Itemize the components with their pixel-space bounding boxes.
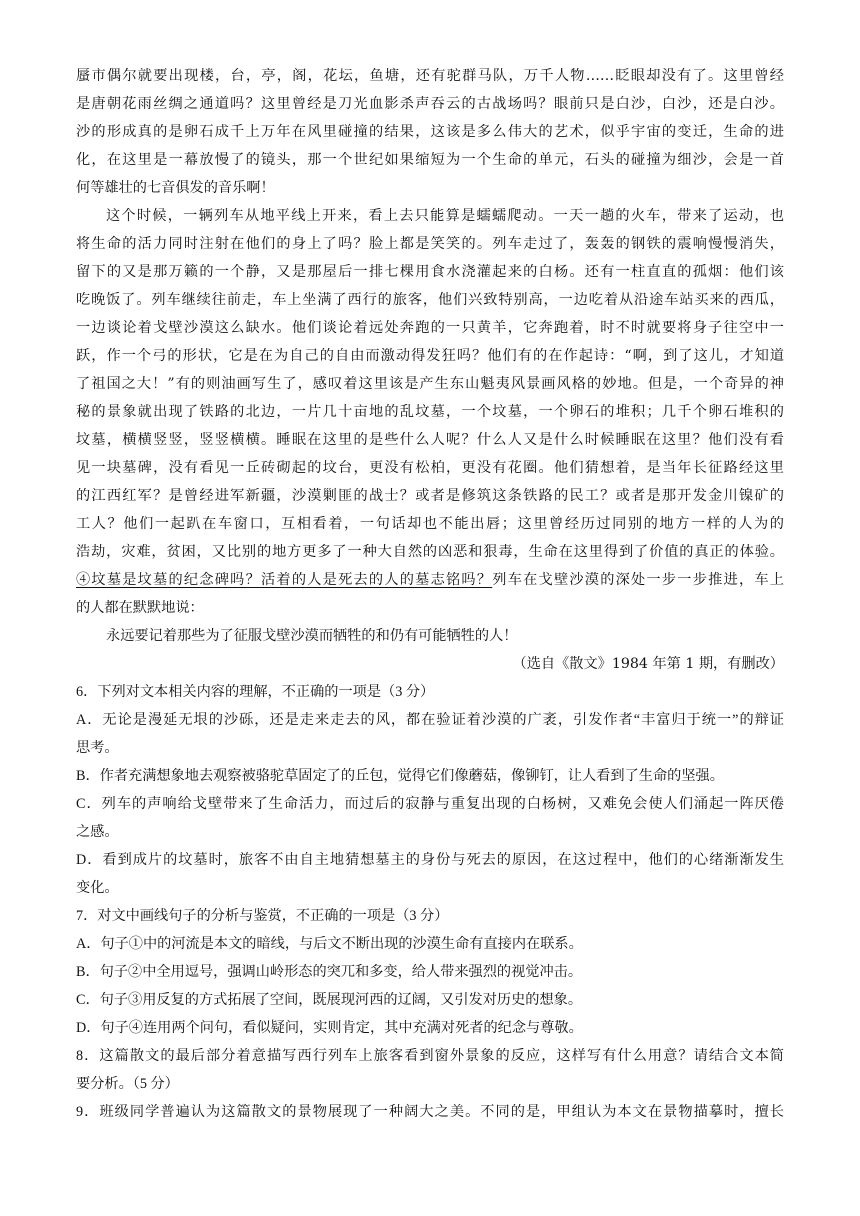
passage-line: 秘的景象就出现了铁路的北边，一片几十亩地的乱坟墓，一个坟墓，一个卵石的堆积；几千个卵石堆积的: [76, 404, 784, 420]
passage-line: 何等雄壮的七音俱发的音乐啊！: [76, 180, 275, 196]
question-6-option-c: C．列车的声响给戈壁带来了生命活力，而过后的寂静与重复出现的白杨树，又难免会使人们涌起一阵厌倦: [76, 796, 784, 812]
passage-line: 浩劫，灾难，贫困，又比别的地方更多了一种大自然的凶恶和狠毒，生命在这里得到了价值的真正的体验。: [76, 544, 784, 560]
question-6-option-d: D．看到成片的坟墓时，旅客不由自主地猜想墓主的身份与死去的原因，在这过程中，他们的心绪渐渐发生: [76, 852, 784, 868]
question-9-stem: 9．班级同学普遍认为这篇散文的景物展现了一种阔大之美。不同的是，甲组认为本文在景物描摹时，擅长: [76, 1104, 784, 1120]
passage-line: 坟墓，横横竖竖，竖竖横横。睡眠在这里的是些什么人呢？什么人又是什么时候睡眠在这里？他们没有看: [76, 432, 784, 448]
passage-line: 吃晚饭了。列车继续往前走，车上坐满了西行的旅客，他们兴致特别高，一边吃着从沿途车站买来的西瓜，: [76, 292, 784, 308]
question-7-stem: 7．对文中画线句子的分析与鉴赏，不正确的一项是（3 分）: [76, 908, 449, 924]
question-6-option-b: B．作者充满想象地去观察被骆驼草固定了的丘包，觉得它们像蘑菇，像铆钉，让人看到了生命的坚强。: [76, 768, 724, 784]
passage-line: 这个时候，一辆列车从地平线上开来，看上去只能算是蠕蠕爬动。一天一趟的火车，带来了运动，也: [106, 208, 784, 224]
question-8-stem-cont: 要分析。（5 分）: [76, 1076, 179, 1092]
question-8-stem: 8．这篇散文的最后部分着意描写西行列车上旅客看到窗外景象的反应，这样写有什么用意？请结合文本简: [76, 1048, 784, 1064]
question-7-option-a: A．句子①中的河流是本文的暗线，与后文不断出现的沙漠生命有直接内在联系。: [76, 936, 583, 952]
passage-line: 见一块墓碑，没有看见一丘砖砌起的坟台，更没有松柏，更没有花圈。他们猜想着，是当年长征路经这里: [76, 460, 784, 476]
passage-line: 的人都在默默地说：: [76, 600, 204, 616]
passage-line: 蜃市偶尔就要出现楼，台，亭，阁，花坛，鱼塘，还有驼群马队，万千人物……眨眼却没有了。这里曾经: [76, 68, 784, 84]
passage-line: 了祖国之大！”有的则油画写生了，感叹着这里该是产生东山魁夷风景画风格的妙地。但是，一个奇异的神: [76, 376, 784, 392]
question-6-option-c-cont: 之感。: [76, 824, 119, 840]
passage-line-underlined: [76, 568, 784, 592]
passage-line: 工人？他们一起趴在车窗口，互相看着，一句话却也不能出唇；这里曾经历过同别的地方一样的人为的: [76, 516, 784, 532]
passage-line: 跃，作一个弓的形状，它是在为自己的自由而激动得发狂吗？他们有的在作起诗：“啊，到了这儿，才知道: [76, 348, 784, 364]
passage-line: 是唐朝花雨丝绸之通道吗？这里曾经是刀光血影杀声吞云的古战场吗？眼前只是白沙，白沙，还是白沙。: [76, 96, 784, 112]
question-7-option-b: B．句子②中全用逗号，强调山岭形态的突兀和多变，给人带来强烈的视觉冲击。: [76, 964, 583, 980]
question-6-option-d-cont: 变化。: [76, 880, 119, 896]
underlined-sentence-4: ④坟墓是坟墓的纪念碑吗？活着的人是死去的人的墓志铭吗？: [76, 572, 493, 588]
source-citation: （选自《散文》1984 年第 1 期，有删改）: [512, 656, 784, 672]
passage-line: 将生命的活力同时注射在他们的身上了吗？脸上都是笑笑的。列车走过了，轰轰的钢铁的震响慢慢消失，: [76, 236, 784, 252]
question-7-option-c: C．句子③用反复的方式拓展了空间，既展现河西的辽阔，又引发对历史的想象。: [76, 992, 583, 1008]
passage-line: 留下的又是那万籁的一个静，又是那屋后一排七棵用食水浇灌起来的白杨。还有一柱直直的孤烟：他们该: [76, 264, 784, 280]
passage-line: 的江西红军？是曾经进军新疆，沙漠剿匪的战士？或者是修筑这条铁路的民工？或者是那开发金川镍矿的: [76, 488, 784, 504]
passage-line: 一边谈论着戈壁沙漠这么缺水。他们谈论着远处奔跑的一只黄羊，它奔跑着，时不时就要将身子往空中一: [76, 320, 784, 336]
question-6-stem: 6．下列对文本相关内容的理解，不正确的一项是（3 分）: [76, 684, 435, 700]
sentence-continuation: 列车在戈壁沙漠的深处一步一步推进，车上: [492, 572, 784, 588]
question-6-option-a-cont: 思考。: [76, 740, 119, 756]
passage-line: 化，在这里是一幕放慢了的镜头，那一个世纪如果缩短为一个生命的单元，石头的碰撞为细沙，会是一首: [76, 152, 784, 168]
passage-closing-line: 永远要记着那些为了征服戈壁沙漠而牺牲的和仍有可能牺牲的人！: [106, 628, 518, 644]
question-6-option-a: A．无论是漫延无垠的沙砾，还是走来走去的风，都在验证着沙漠的广袤，引发作者“丰富归于统一”的辩证: [76, 712, 784, 728]
question-7-option-d: D．句子④连用两个问句，看似疑问，实则肯定，其中充满对死者的纪念与尊敬。: [76, 1020, 583, 1036]
passage-line: 沙的形成真的是卵石成千上万年在风里碰撞的结果，这该是多么伟大的艺术，似乎宇宙的变迁，生命的进: [76, 124, 784, 140]
